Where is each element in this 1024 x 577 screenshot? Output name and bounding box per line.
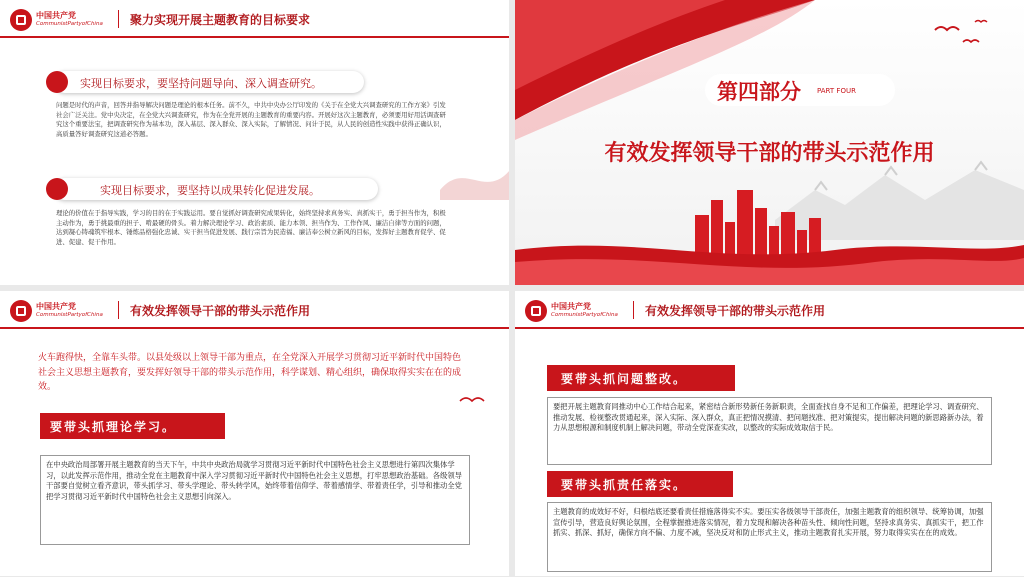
slide-2[interactable]: [515, 0, 1024, 285]
item-heading-pill: [54, 178, 378, 200]
party-logo-icon: [10, 9, 32, 31]
logo-en-text: CommunistPartyofChina: [36, 21, 103, 27]
header-separator: [118, 10, 119, 28]
party-logo-icon: [525, 300, 547, 322]
content-box: [40, 455, 470, 545]
item-heading-pill: [54, 71, 364, 93]
item-heading: 实现目标要求，要坚持以成果转化促进发展。: [100, 184, 320, 197]
subsection-heading: 要带头抓责任落实。: [561, 478, 688, 492]
red-dot-icon: [46, 71, 68, 93]
red-dot-icon: [46, 178, 68, 200]
header-underline: [0, 327, 509, 329]
slide-3[interactable]: [0, 291, 509, 576]
logo-en-text: CommunistPartyofChina: [36, 312, 103, 318]
item-body: 理论的价值在于指导实践，学习的目的在于实践运用。要自觉抓好调查研究成果转化，始终坚持求真务实、真抓实干，勇于担当作为，积极主动作为，勇于挑最重的担子、啃最硬的骨头。着力解决理论学习、政治素质、能力本领、担当作为、工作作风、廉洁自律等方面的问题，达到凝心铸魂筑牢根本、锤炼品格强化忠诚、实干担当促进发展、践行宗旨为民造福、廉洁奉公树立新风的目标，发挥好主题教育促学、促进、促建、促干作用。: [56, 209, 446, 246]
slide-title: 有效发挥领导干部的带头示范作用: [130, 304, 311, 318]
logo-en-text: CommunistPartyofChina: [551, 312, 618, 318]
red-wave-decoration: [440, 160, 509, 200]
slide-title: 聚力实现开展主题教育的目标要求: [130, 13, 311, 27]
logo-cn-text: 中国共产党: [36, 302, 76, 311]
section-number-en: PART FOUR: [817, 87, 856, 95]
header-separator: [118, 301, 119, 319]
slide-header: [515, 291, 1024, 329]
slide-4[interactable]: [515, 291, 1024, 576]
content-box: [547, 397, 992, 465]
content-text: 主题教育的成效好不好，归根结底还要看责任措施落得实不实。要压实各级领导干部责任，加强主题教育的组织领导、统筹协调，加强宣传引导，营造良好舆论氛围，全程掌握推进落实情况，着力发现和解决各种苗头性、倾向性问题，坚持求真务实、真抓实干，把工作抓实、抓深、抓好，确保方向不偏、力度不减，坚决反对和防止形式主义，推动主题教育扎实开展，努力取得实实在在的成效。: [553, 507, 984, 538]
header-underline: [0, 36, 509, 38]
content-text: 要把开展主题教育同推动中心工作结合起来，紧密结合新形势新任务新职责，全面查找自身不足和工作偏差，把理论学习、调查研究、推动发展、检视整改贯通起来，深入实际、深入群众，真正把情况摸清、把问题找准、把对策提实，提出解决问题的新思路新办法，着力从思想根源和制度机制上解决问题，带动全党深查实改，以整改的实际成效取信于民。: [553, 402, 984, 433]
slide-title: 有效发挥领导干部的带头示范作用: [645, 304, 826, 318]
slide-header: [0, 0, 509, 38]
party-logo-icon: [10, 300, 32, 322]
subsection-heading: 要带头抓问题整改。: [561, 372, 688, 386]
content-box: [547, 502, 992, 572]
section-number: 第四部分: [717, 80, 801, 104]
header-underline: [515, 327, 1024, 329]
slide-header: [0, 291, 509, 329]
content-text: 在中央政治局部署开展主题教育的当天下午，中共中央政治局就学习贯彻习近平新时代中国特色社会主义思想进行第四次集体学习，以此发挥示范作用，推动全党在主题教育中深入学习贯彻习近平新时代中国特色社会主义思想，打牢思想政治基础。各级领导干部要自觉树立看齐意识，带头抓学习、带头学理论、带头转学风，始终带着信仰学、带着感情学、带着责任学，引导和推动全党把学习贯彻习近平新时代中国特色社会主义思想引向深入。: [46, 460, 462, 501]
logo-cn-text: 中国共产党: [36, 11, 76, 20]
section-title: 有效发挥领导干部的带头示范作用: [604, 141, 935, 166]
item-body: 问题是时代的声音，回答并指导解决问题是理论的根本任务。前不久，中共中央办公厅印发的《关于在全党大兴调查研究的工作方案》引发社会广泛关注。党中央决定，在全党大兴调查研究，作为在全党开展的主题教育的重要内容。开展好这次主题教育，必须要用好用活调查研究这个重要法宝，把调查研究作为基本功，深入基层、深入群众、深入实际，了解情况、问计于民，从人民的创造性实践中获得正确认识，高质量答好调查研究这道必答题。: [56, 101, 446, 138]
lead-text: 火车跑得快，全靠车头带。以县处级以上领导干部为重点，在全党深入开展学习贯彻习近平新时代中国特色社会主义思想主题教育，要发挥好领导干部的带头示范作用，科学谋划、精心组织，确保取得实实在在的成效。: [38, 353, 462, 392]
header-separator: [633, 301, 634, 319]
subsection-heading: 要带头抓理论学习。: [50, 420, 177, 434]
logo-cn-text: 中国共产党: [551, 302, 591, 311]
slide-1[interactable]: [0, 0, 509, 285]
item-heading: 实现目标要求，要坚持问题导向、深入调查研究。: [80, 77, 322, 90]
